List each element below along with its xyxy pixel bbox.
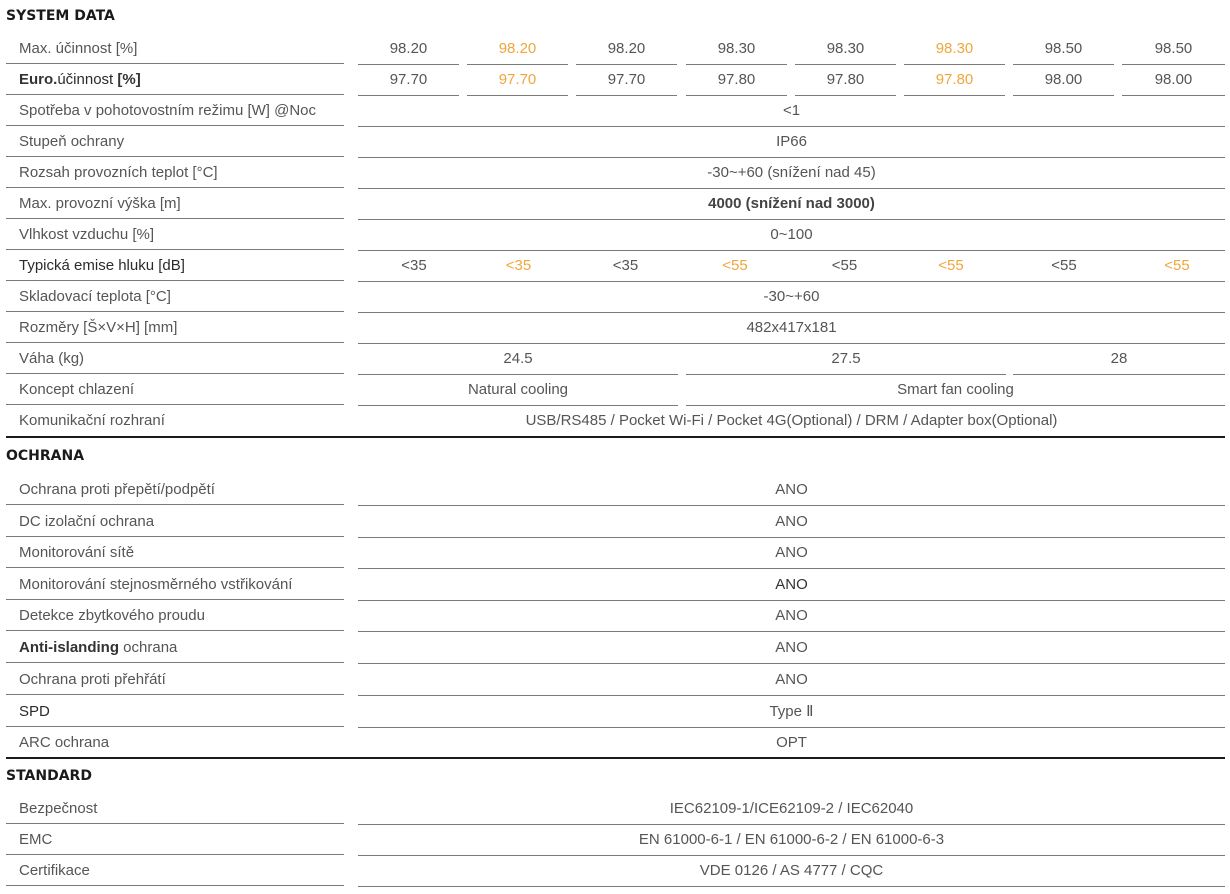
row-label: Ochrana proti přehřátí (6, 664, 344, 695)
row-label: DC izolační ochrana (6, 506, 344, 537)
value-cell: 97.80 (795, 64, 896, 96)
table-row-euro-efficiency (0, 64, 1230, 95)
value-cell: ANO (358, 506, 1225, 538)
value-cell: Smart fan cooling (686, 374, 1225, 406)
table-row-cooling (0, 374, 1230, 405)
row-label-bold: [%] (117, 71, 141, 88)
row-label: Detekce zbytkového proudu (6, 600, 344, 631)
value-cell: <55 (999, 250, 1129, 282)
value-cell: 0~100 (358, 219, 1225, 251)
value-cell: <35 (567, 250, 684, 282)
table-row-noise (0, 250, 1230, 281)
table-row-humidity (0, 219, 1230, 250)
value-cell: -30~+60 (snížení nad 45) (358, 157, 1225, 189)
table-row-altitude (0, 188, 1230, 219)
value-cell: <55 (684, 250, 786, 282)
value-cell: 98.50 (1013, 33, 1114, 65)
value-cell: <55 (903, 250, 999, 282)
value-cell: ANO (358, 664, 1225, 696)
value-cell: 98.20 (576, 33, 677, 65)
row-label: Koncept chlazení (6, 374, 344, 405)
row-label: Bezpečnost (6, 793, 344, 824)
value-cell: ANO (358, 632, 1225, 664)
table-row-max-efficiency (0, 33, 1230, 64)
value-cell: ANO (358, 600, 1225, 632)
row-label-text: ochrana (123, 639, 178, 656)
table-row-weight (0, 343, 1230, 374)
row-label-text: účinnost (57, 71, 118, 88)
table-row-storage-temp (0, 281, 1230, 312)
table-row-communication (0, 405, 1230, 436)
value-cell: <55 (1129, 250, 1225, 282)
row-label: Rozsah provozních teplot [°C] (6, 157, 344, 188)
value-cell: 98.30 (686, 33, 787, 65)
row-label: Rozměry [Š×V×H] [mm] (6, 312, 344, 343)
table-row (0, 727, 1230, 758)
section-divider (6, 757, 1225, 759)
table-row (0, 600, 1230, 631)
section-heading-standard: STANDARD (6, 768, 92, 784)
value-cell: 98.50 (1122, 33, 1225, 65)
value-cell: VDE 0126 / AS 4777 / CQC (358, 855, 1225, 887)
value-cell: EN 61000-6-1 / EN 61000-6-2 / EN 61000-6-3 (358, 824, 1225, 856)
table-row (0, 664, 1230, 695)
table-row-dimensions (0, 312, 1230, 343)
value-cell: <35 (470, 250, 567, 282)
value-cell: OPT (776, 734, 807, 751)
value-cell: ANO (358, 474, 1225, 506)
row-label: Komunikační rozhraní (19, 412, 165, 429)
value-cell: 97.70 (576, 64, 677, 96)
table-row (0, 506, 1230, 537)
value-cell: <1 (358, 95, 1225, 127)
row-label-bold: Anti-islanding (19, 639, 119, 656)
value-cell: <35 (358, 250, 470, 282)
table-row (0, 537, 1230, 568)
table-row (0, 855, 1230, 886)
table-row (0, 632, 1230, 663)
value-cell: 98.00 (1013, 64, 1114, 96)
table-row-standby (0, 95, 1230, 126)
section-heading-protection: OCHRANA (6, 448, 85, 464)
row-label: Stupeň ochrany (6, 126, 344, 157)
table-row (0, 824, 1230, 855)
value-cell: Type Ⅱ (358, 696, 1225, 728)
value-cell: 98.20 (467, 33, 568, 65)
row-label: Monitorování stejnosměrného vstřikování (6, 569, 344, 600)
table-row-temp-range (0, 157, 1230, 188)
row-label: Váha (kg) (6, 343, 344, 374)
value-cell: IEC62109-1/ICE62109-2 / IEC62040 (358, 793, 1225, 825)
table-row (0, 696, 1230, 727)
value-cell: ANO (358, 569, 1225, 601)
row-label: ARC ochrana (19, 734, 110, 751)
row-label: Skladovací teplota [°C] (6, 281, 344, 312)
value-cell: IP66 (358, 126, 1225, 158)
row-label: Max. provozní výška [m] (6, 188, 344, 219)
table-row (0, 474, 1230, 505)
value-cell: 24.5 (358, 343, 678, 375)
value-cell: 27.5 (686, 343, 1006, 375)
row-label: Ochrana proti přepětí/podpětí (6, 474, 344, 505)
row-label: Typická emise hluku [dB] (6, 250, 344, 281)
value-cell: <55 (786, 250, 903, 282)
row-label: Monitorování sítě (6, 537, 344, 568)
section-heading-system-data: SYSTEM DATA (6, 8, 115, 24)
value-cell: Natural cooling (358, 374, 678, 406)
value-cell: 98.30 (795, 33, 896, 65)
table-row-protection-degree (0, 126, 1230, 157)
row-label-bold: Euro. (19, 71, 58, 88)
value-cell: ANO (358, 537, 1225, 569)
value-cell: 98.00 (1122, 64, 1225, 96)
value-cell: USB/RS485 / Pocket Wi-Fi / Pocket 4G(Optional) / DRM / Adapter box(Optional) (525, 412, 1058, 429)
row-label: Vlhkost vzduchu [%] (6, 219, 344, 250)
value-cell: 98.30 (904, 33, 1005, 65)
value-cell: 97.70 (358, 64, 459, 96)
value-cell: 28 (1013, 343, 1225, 375)
table-row (0, 793, 1230, 824)
value-cell: 97.70 (467, 64, 568, 96)
value-cell: 97.80 (904, 64, 1005, 96)
value-cell: 4000 (snížení nad 3000) (358, 188, 1225, 220)
value-cell: 98.20 (358, 33, 459, 65)
table-row (0, 569, 1230, 600)
value-cell: -30~+60 (358, 281, 1225, 313)
row-label: EMC (6, 824, 344, 855)
section-divider (6, 436, 1225, 438)
row-label: Max. účinnost [%] (6, 33, 344, 64)
value-cell: 482x417x181 (358, 312, 1225, 344)
row-label: Spotřeba v pohotovostním režimu [W] @Noc (6, 95, 344, 126)
value-cell: 97.80 (686, 64, 787, 96)
row-label: Certifikace (6, 855, 344, 886)
row-label (6, 64, 344, 95)
row-label: SPD (6, 696, 344, 727)
row-label (6, 632, 344, 663)
